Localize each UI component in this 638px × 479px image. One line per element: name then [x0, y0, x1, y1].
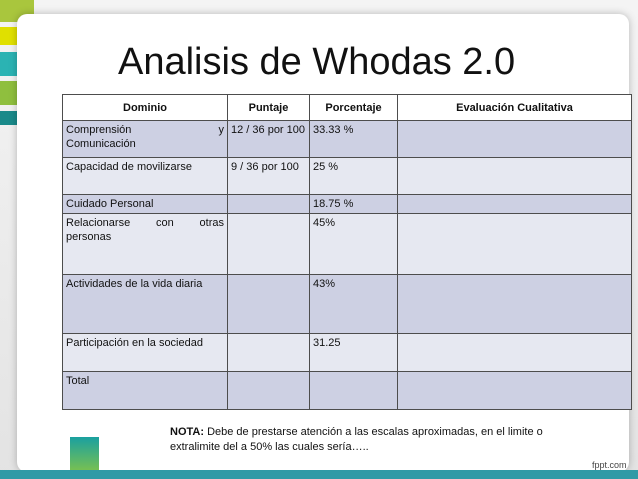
note-label: NOTA:	[170, 426, 205, 438]
header-puntaje: Puntaje	[228, 95, 310, 121]
cell-puntaje	[228, 334, 310, 372]
table-header-row	[63, 95, 632, 121]
cell-porcentaje: 33.33 %	[310, 121, 398, 158]
cell-porcentaje	[310, 372, 398, 410]
decor-bottom-bar	[0, 470, 638, 479]
cell-puntaje	[228, 275, 310, 334]
table-row	[63, 372, 632, 410]
table-row	[63, 121, 632, 158]
whodas-table	[62, 94, 632, 410]
footnote	[170, 425, 570, 455]
cell-puntaje	[228, 214, 310, 275]
cell-evaluacion	[398, 121, 632, 158]
table-row	[63, 275, 632, 334]
cell-dominio: Participación en la sociedad	[63, 334, 228, 372]
note-text: Debe de prestarse atención a las escalas aproximadas, en el limite o extralimite del a 50% las cuales sería…..	[170, 426, 543, 453]
cell-evaluacion	[398, 195, 632, 214]
table-row	[63, 214, 632, 275]
cell-puntaje	[228, 195, 310, 214]
cell-dominio	[63, 214, 228, 275]
cell-dominio: Cuidado Personal	[63, 195, 228, 214]
dominio-line1: Comprensión	[66, 124, 132, 136]
dominio-line2: Comunicación	[66, 138, 136, 150]
cell-evaluacion	[398, 275, 632, 334]
header-dominio: Dominio	[63, 95, 228, 121]
cell-evaluacion	[398, 372, 632, 410]
cell-porcentaje: 25 %	[310, 158, 398, 195]
cell-puntaje: 12 / 36 por 100	[228, 121, 310, 158]
table-row	[63, 195, 632, 214]
cell-porcentaje: 45%	[310, 214, 398, 275]
dominio-line1-end: y	[218, 124, 224, 136]
header-evaluacion: Evaluación Cualitativa	[398, 95, 632, 121]
dominio-line2: personas	[66, 231, 112, 243]
cell-evaluacion	[398, 158, 632, 195]
cell-porcentaje: 18.75 %	[310, 195, 398, 214]
cell-evaluacion	[398, 334, 632, 372]
header-porcentaje: Porcentaje	[310, 95, 398, 121]
dominio-line1: Relacionarse con otras	[66, 217, 224, 229]
cell-dominio: Total	[63, 372, 228, 410]
cell-porcentaje: 43%	[310, 275, 398, 334]
table-row	[63, 334, 632, 372]
cell-puntaje: 9 / 36 por 100	[228, 158, 310, 195]
cell-evaluacion	[398, 214, 632, 275]
cell-dominio	[63, 121, 228, 158]
slide-title: Analisis de Whodas 2.0	[118, 41, 516, 83]
cell-porcentaje: 31.25	[310, 334, 398, 372]
cell-puntaje	[228, 372, 310, 410]
watermark: fppt.com	[592, 460, 627, 470]
cell-dominio: Actividades de la vida diaria	[63, 275, 228, 334]
table-row	[63, 158, 632, 195]
cell-dominio: Capacidad de movilizarse	[63, 158, 228, 195]
